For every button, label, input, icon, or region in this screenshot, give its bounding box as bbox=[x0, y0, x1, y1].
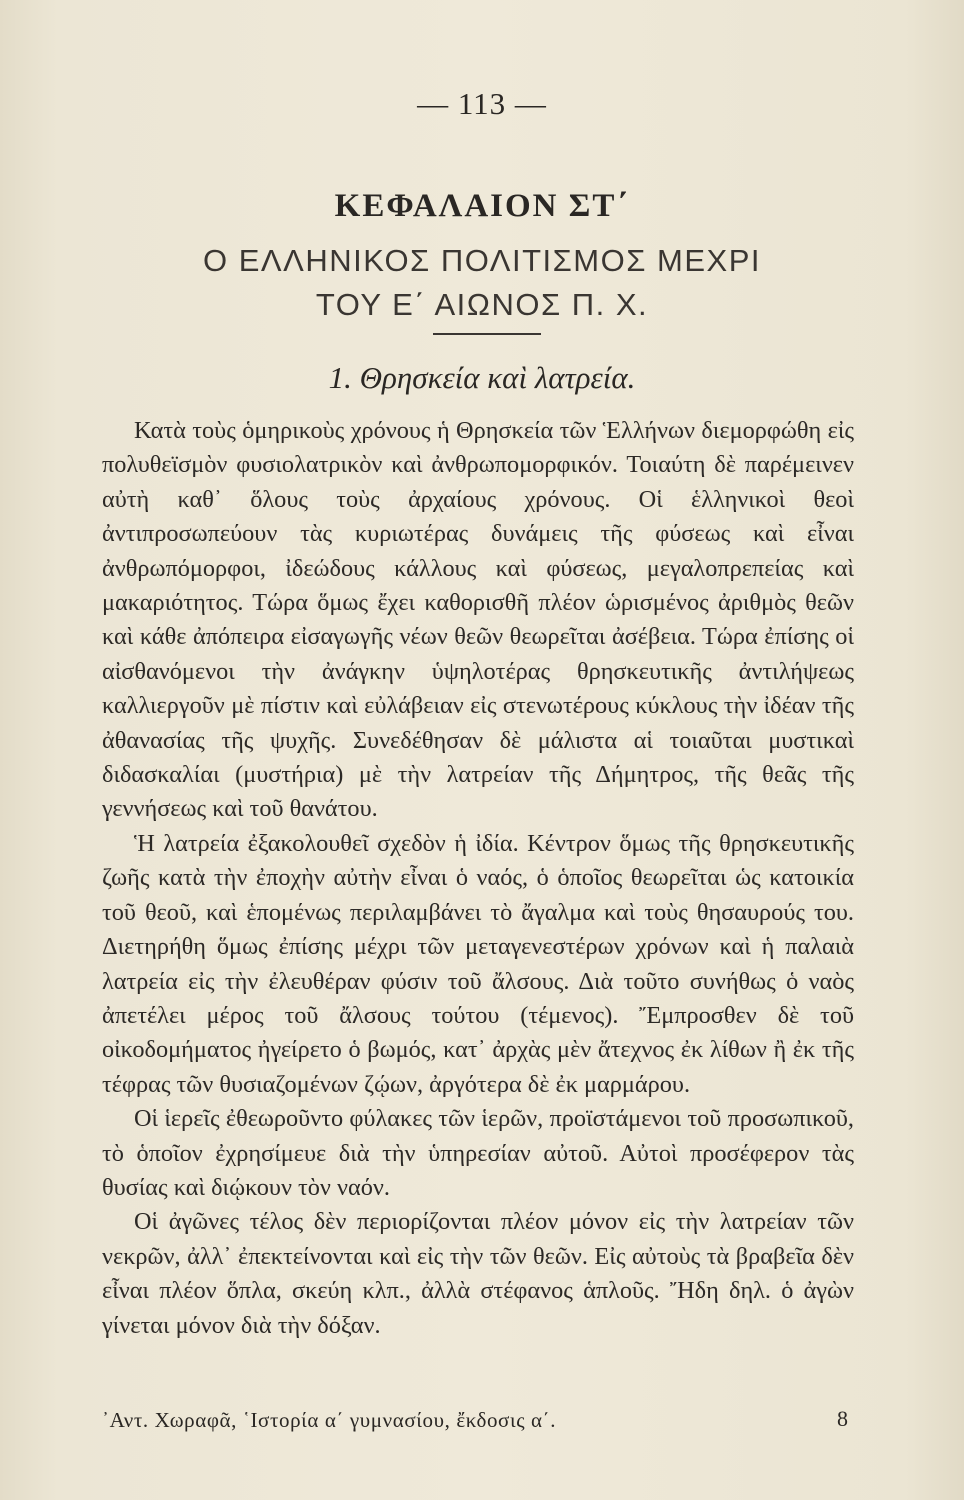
section-heading: 1. Θρησκεία καὶ λατρεία. bbox=[328, 360, 636, 395]
chapter-title-line-2: ΤΟΥ Ε΄ ΑΙΩΝΟΣ Π. Χ. bbox=[315, 287, 649, 322]
paragraph-2: Ἡ λατρεία ἐξακολουθεῖ σχεδὸν ἡ ἰδία. Κέντρον ὅμως τῆς θρησκευτικῆς ζωῆς κατὰ τὴν ἐποχὴν αὐτὴν εἶναι ὁ ναός, ὁ ὁποῖος θεωρεῖται ὡς κατοικία τοῦ θεοῦ, καὶ ἑπομένως περιλαμβάνει τὸ ἄγαλμα καὶ τοὺς θησαυρούς του. Διετηρήθη ὅμως ἐπίσης μέχρι τῶν μεταγενεστέρων χρόνων καὶ ἡ παλαιὰ λατρεία εἰς τὴν ἐλευθέραν φύσιν τοῦ ἄλσους. Διὰ τοῦτο συνήθως ὁ ναὸς ἀπετέλει μέρος τοῦ ἄλσους τούτου (τέμενος). Ἔμπροσθεν δὲ τοῦ οἰκοδομήματος ἠγείρετο ὁ βωμός, κατ᾽ ἀρχὰς μὲν ἄτεχνος ἐκ λίθων ἢ ἐκ τῆς τέφρας τῶν θυσιαζομένων ζῴων, ἀργότερα δὲ ἐκ μαρμάρου. bbox=[102, 829, 854, 1098]
signature-mark: 8 bbox=[837, 1406, 848, 1431]
chapter-label: ΚΕΦΑΛΑΙΟΝ ΣΤ΄ bbox=[334, 188, 630, 224]
page-number: — 113 — bbox=[417, 86, 547, 121]
footer-citation: ᾽Αντ. Χωραφᾶ, ῾Ιστορία α΄ γυμνασίου, ἔκδοσις α΄. bbox=[102, 1408, 557, 1432]
chapter-title-line-1: Ο ΕΛΛΗΝΙΚΟΣ ΠΟΛΙΤΙΣΜΟΣ ΜΕΧΡΙ bbox=[203, 243, 761, 278]
title-divider bbox=[433, 333, 541, 335]
paragraph-4: Οἱ ἀγῶνες τέλος δὲν περιορίζονται πλέον μόνον εἰς τὴν λατρείαν τῶν νεκρῶν, ἀλλ᾽ ἐπεκτείνονται καὶ εἰς τὴν τῶν θεῶν. Εἰς αὐτοὺς τὰ βραβεῖα δὲν εἶναι πλέον ὅπλα, σκεύη κλπ., ἀλλὰ στέφανος ἁπλοῦς. Ἤδη δηλ. ὁ ἀγὼν γίνεται μόνον διὰ τὴν δόξαν. bbox=[102, 1208, 854, 1339]
paragraph-1: Κατὰ τοὺς ὁμηρικοὺς χρόνους ἡ Θρησκεία τῶν Ἑλλήνων διεμορφώθη εἰς πολυθεϊσμὸν φυσιολατρικὸν καὶ ἀνθρωπομορφικόν. Τοιαύτη δὲ παρέμεινεν αὐτὴ καθ᾽ ὅλους τοὺς ἀρχαίους χρόνους. Οἱ ἑλληνικοὶ θεοὶ ἀντιπροσωπεύουν τὰς κυριωτέρας δυνάμεις τῆς φύσεως καὶ εἶναι ἀνθρωπόμορφοι, ἰδεώδους κάλλους καὶ φύσεως, μεγαλοπρεπείας καὶ μακαριότητος. Τώρα ὅμως ἔχει καθορισθῆ πλέον ὡρισμένος ἀριθμὸς θεῶν καὶ κάθε ἀπόπειρα εἰσαγωγῆς νέων θεῶν θεωρεῖται ἀσέβεια. Τώρα ἐπίσης οἱ αἰσθανόμενοι τὴν ἀνάγκην ὑψηλοτέρας θρησκευτικῆς ἀντιλήψεως καλλιεργοῦν μὲ πίστιν καὶ εὐλάβειαν εἰς στενωτέρους κύκλους τὴν ἰδέαν τῆς ἀθανασίας τῆς ψυχῆς. Συνεδέθησαν δὲ μάλιστα αἱ τοιαῦται μυστικαὶ διδασκαλίαι (μυστήρια) μὲ τὴν λατρείαν τῆς Δήμητρος, τῆς θεᾶς τῆς γεννήσεως καὶ τοῦ θανάτου. bbox=[102, 417, 854, 823]
body-text bbox=[102, 414, 854, 1343]
paragraph-3: Οἱ ἱερεῖς ἐθεωροῦντο φύλακες τῶν ἱερῶν, προϊστάμενοι τοῦ προσωπικοῦ, τὸ ὁποῖον ἐχρησίμευε διὰ τὴν ὑπηρεσίαν αὐτοῦ. Αὐτοὶ προσέφερον τὰς θυσίας καὶ διῴκουν τὸν ναόν. bbox=[102, 1105, 854, 1201]
